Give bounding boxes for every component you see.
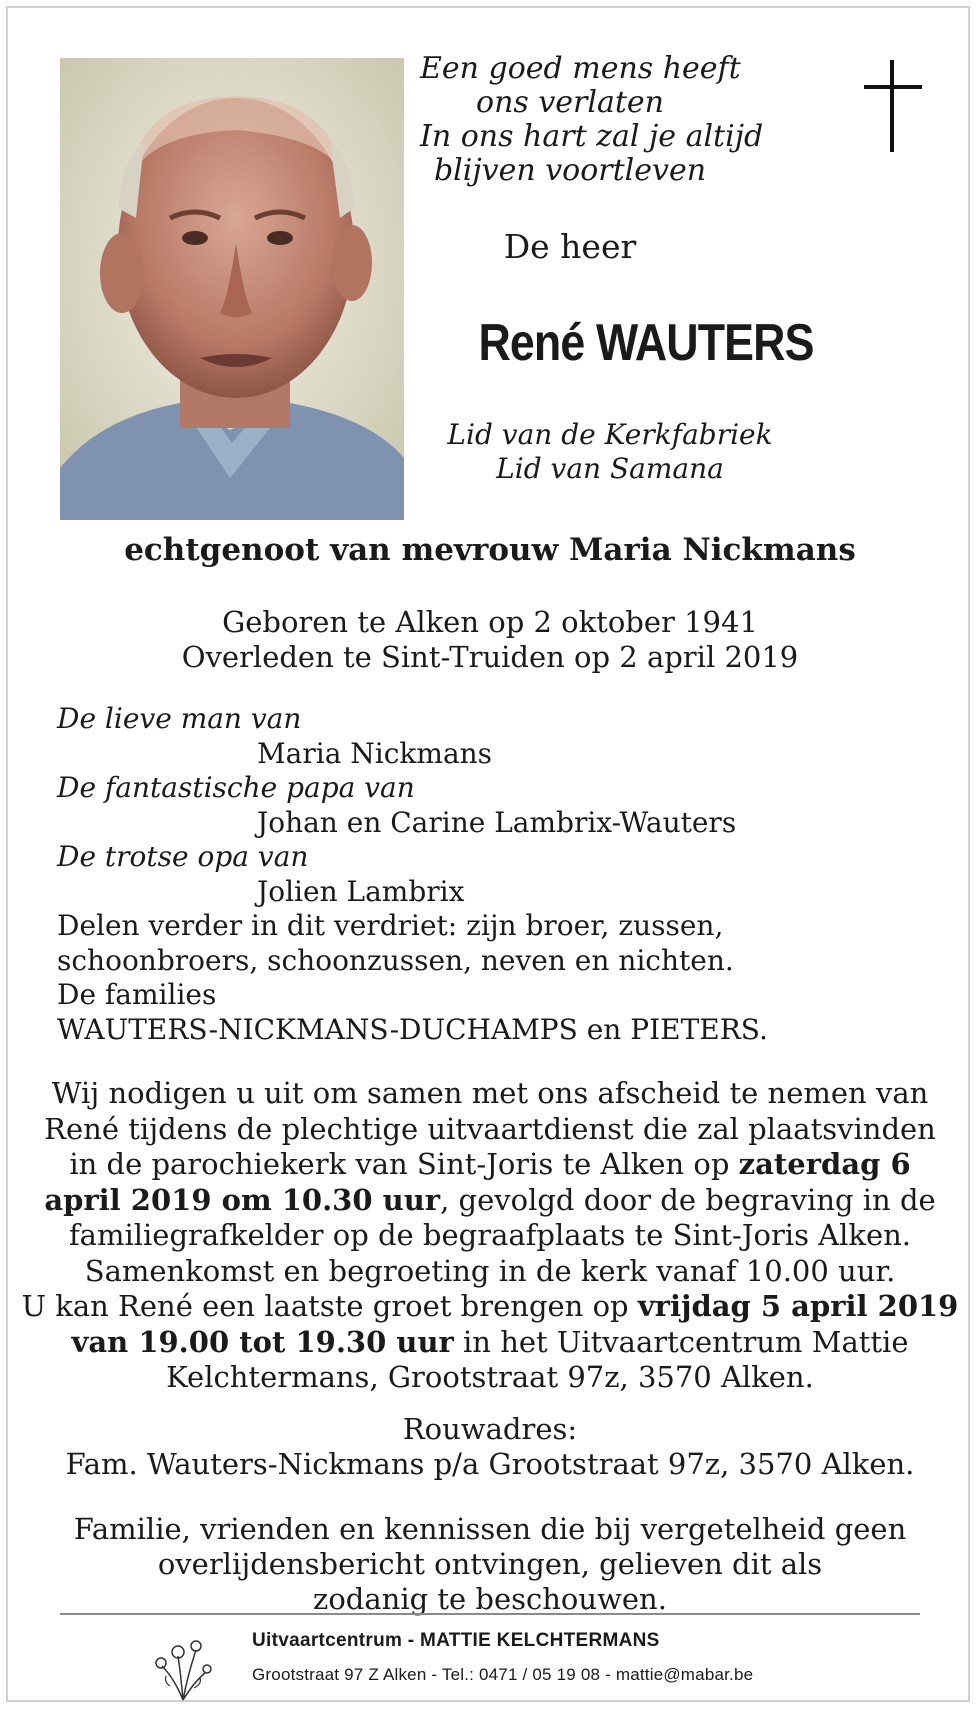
relation-label: De trotse opa van <box>57 840 309 873</box>
notice-line: zodanig te beschouwen. <box>313 1582 667 1616</box>
life-dates <box>0 605 980 675</box>
funeral-home-name: Uitvaartcentrum - MATTIE KELCHTERMANS <box>252 1630 660 1651</box>
membership-line: Lid van de Kerkfabriek <box>447 418 773 451</box>
mourners-line: WAUTERS-NICKMANS-DUCHAMPS en PIETERS. <box>57 1012 768 1046</box>
mourning-address <box>0 1412 980 1482</box>
motto-line: ons verlaten <box>476 85 664 120</box>
deceased-name: René WAUTERS <box>478 314 814 372</box>
invite-line: Wij nodigen u uit om samen met ons afscheid te nemen van <box>51 1076 929 1110</box>
mourners-line: De families <box>57 978 217 1011</box>
relation-label: De fantastische papa van <box>57 771 415 804</box>
invite-text: in de parochiekerk van Sint-Joris te Alken op <box>69 1147 739 1181</box>
motto-line: Een goed mens heeft <box>420 51 741 86</box>
memberships <box>420 418 800 486</box>
birth-line: Geboren te Alken op 2 oktober 1941 <box>222 605 758 639</box>
spouse-line: echtgenoot van mevrouw Maria Nickmans <box>124 532 856 568</box>
viewing-date-bold: vrijdag 5 april 2019 <box>637 1289 959 1323</box>
portrait-photo <box>60 58 404 520</box>
invite-text: in het Uitvaartcentrum Mattie <box>453 1324 909 1359</box>
family-list <box>57 702 957 1047</box>
motto-poem <box>420 51 764 188</box>
invite-line: René tijdens de plechtige uitvaartdienst die zal plaatsvinden <box>44 1111 936 1146</box>
mourners-line: Delen verder in dit verdriet: zijn broer, zussen, <box>57 909 724 942</box>
relation-person: Jolien Lambrix <box>257 874 465 908</box>
invite-time-bold: april 2019 om 10.30 uur <box>44 1182 441 1217</box>
invite-date-bold: zaterdag 6 <box>738 1147 911 1181</box>
invite-line: Kelchtermans, Grootstraat 97z, 3570 Alken. <box>166 1360 814 1394</box>
mourners-line: schoonbroers, schoonzussen, neven en nichten. <box>57 943 734 977</box>
notice-line: overlijdensbericht ontvingen, gelieven dit als <box>157 1547 823 1581</box>
viewing-time-bold: van 19.00 tot 19.30 uur <box>71 1324 454 1359</box>
notice-text <box>0 1512 980 1617</box>
relation-person: Johan en Carine Lambrix-Wauters <box>257 805 737 839</box>
relation-person: Maria Nickmans <box>257 736 493 770</box>
invite-line <box>0 1289 980 1325</box>
invite-line: familiegrafkelder op de begraafplaats te Sint-Joris Alken. <box>68 1218 912 1252</box>
death-line: Overleden te Sint-Truiden op 2 april 2019 <box>181 640 799 674</box>
notice-line: Familie, vrienden en kennissen die bij vergetelheid geen <box>73 1512 907 1546</box>
motto-line: blijven voortleven <box>433 153 707 188</box>
funeral-invitation <box>0 1076 980 1396</box>
motto-line: In ons hart zal je altijd <box>420 119 764 154</box>
address-label: Rouwadres: <box>402 1412 578 1446</box>
relation-label: De lieve man van <box>57 702 302 735</box>
membership-line: Lid van Samana <box>496 452 724 485</box>
invite-line: Samenkomst en begroeting in de kerk vanaf 10.00 uur. <box>84 1253 896 1288</box>
invite-line <box>0 1325 980 1361</box>
funeral-home-contact: Grootstraat 97 Z Alken - Tel.: 0471 / 05 19 08 - mattie@mabar.be <box>252 1665 754 1684</box>
cross-icon <box>864 60 922 156</box>
footer-divider <box>60 1613 920 1615</box>
invite-text: U kan René een laatste groet brengen op <box>21 1289 638 1323</box>
invite-text: , gevolgd door de begraving in de <box>440 1182 936 1217</box>
address-value: Fam. Wauters-Nickmans p/a Grootstraat 97z, 3570 Alken. <box>65 1447 915 1481</box>
invite-line <box>0 1183 980 1219</box>
honorific: De heer <box>503 227 637 266</box>
flower-logo-icon <box>148 1626 218 1706</box>
invite-line <box>0 1147 980 1183</box>
